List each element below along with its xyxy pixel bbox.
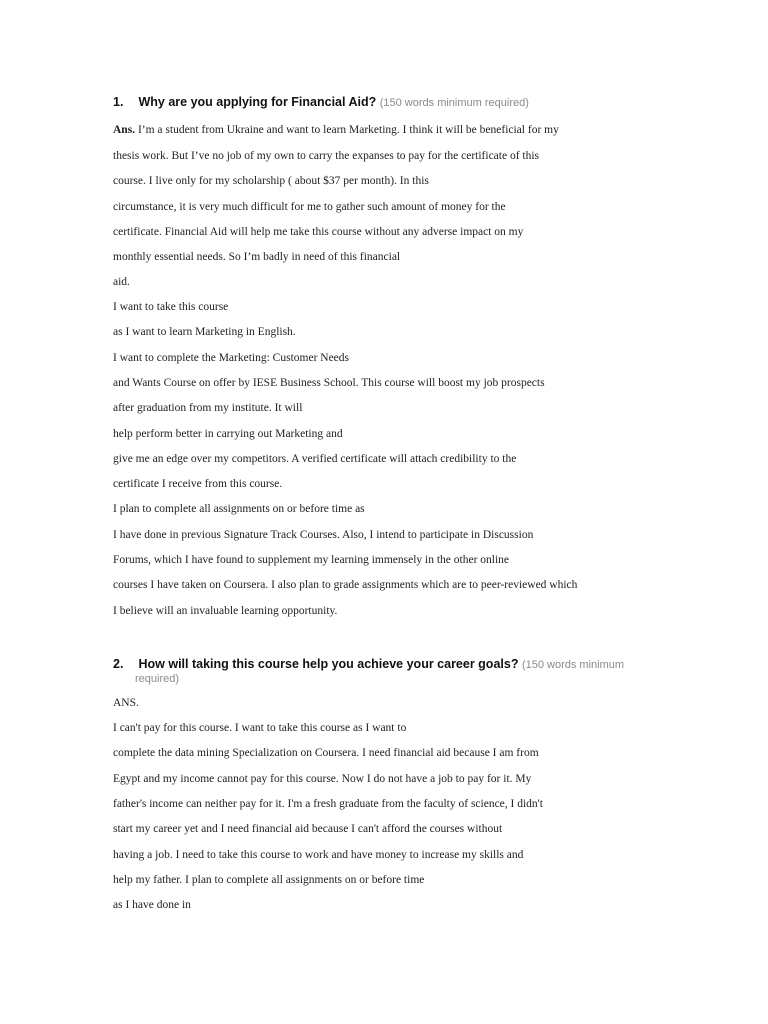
answer-1-line-17: I have done in previous Signature Track Courses. Also, I intend to participate in Discussion bbox=[113, 529, 534, 541]
question-2-hint: (150 words minimum bbox=[521, 659, 625, 671]
answer-1-line-15: certificate I receive from this course. bbox=[113, 478, 283, 490]
answer-1-line-18: Forums, which I have found to supplement my learning immensely in the other online bbox=[113, 554, 510, 566]
answer-1-line-16: I plan to complete all assignments on or before time as bbox=[113, 503, 365, 515]
question-1-heading bbox=[113, 95, 529, 109]
answer-1-line-10: I want to complete the Marketing: Customer Needs bbox=[113, 352, 350, 364]
answer-2-line-5: start my career yet and I need financial aid because I can't afford the courses without bbox=[113, 823, 503, 835]
answer-1-line-1-text: I’m a student from Ukraine and want to learn Marketing. I think it will be beneficial for my bbox=[137, 124, 559, 136]
answer-1-line-13: help perform better in carrying out Marketing and bbox=[113, 428, 343, 440]
answer-1-line-5: certificate. Financial Aid will help me take this course without any adverse impact on my bbox=[113, 226, 524, 238]
answer-2-line-3: Egypt and my income cannot pay for this course. Now I do not have a job to pay for it. My bbox=[113, 773, 532, 785]
answer-1-line-8: I want to take this course bbox=[113, 301, 229, 313]
question-1-hint: (150 words minimum required) bbox=[379, 97, 529, 109]
answer-1-line-14: give me an edge over my competitors. A verified certificate will attach credibility to the bbox=[113, 453, 517, 465]
answer-1-line-11: and Wants Course on offer by IESE Business School. This course will boost my job prospects bbox=[113, 377, 545, 389]
answer-1-line-3: course. I live only for my scholarship ( about $37 per month). In this bbox=[113, 175, 429, 187]
answer-2-label: ANS. bbox=[113, 697, 139, 709]
answer-1-line-2: thesis work. But I’ve no job of my own to carry the expanses to pay for the certificate of this bbox=[113, 150, 540, 162]
answer-2-line-1: I can't pay for this course. I want to take this course as I want to bbox=[113, 722, 407, 734]
answer-1-line-12: after graduation from my institute. It will bbox=[113, 402, 303, 414]
question-2-number: 2. bbox=[113, 657, 124, 671]
answer-1-line-4: circumstance, it is very much difficult for me to gather such amount of money for the bbox=[113, 201, 506, 213]
answer-1-line-1 bbox=[113, 124, 559, 136]
answer-1-line-6: monthly essential needs. So I’m badly in need of this financial bbox=[113, 251, 401, 263]
answer-1-line-7: aid. bbox=[113, 276, 130, 288]
answer-1-line-9: as I want to learn Marketing in English. bbox=[113, 326, 296, 338]
answer-1-line-19: courses I have taken on Coursera. I also plan to grade assignments which are to peer-reviewed which bbox=[113, 579, 578, 591]
answer-2-line-7: help my father. I plan to complete all assignments on or before time bbox=[113, 874, 425, 886]
answer-1-label: Ans. bbox=[113, 124, 136, 136]
question-2-hint-continued: required) bbox=[135, 673, 180, 685]
answer-2-line-2: complete the data mining Specialization on Coursera. I need financial aid because I am from bbox=[113, 747, 539, 759]
question-1-number: 1. bbox=[113, 95, 124, 109]
answer-1-line-20: I believe will an invaluable learning opportunity. bbox=[113, 605, 338, 617]
question-1-title: Why are you applying for Financial Aid? bbox=[138, 95, 377, 109]
question-2-heading bbox=[113, 657, 624, 671]
answer-2-line-6: having a job. I need to take this course to work and have money to increase my skills and bbox=[113, 849, 524, 861]
answer-2-line-4: father's income can neither pay for it. I'm a fresh graduate from the faculty of science, I didn't bbox=[113, 798, 543, 810]
answer-2-line-8: as I have done in bbox=[113, 899, 191, 911]
question-2-title: How will taking this course help you achieve your career goals? bbox=[138, 657, 519, 671]
